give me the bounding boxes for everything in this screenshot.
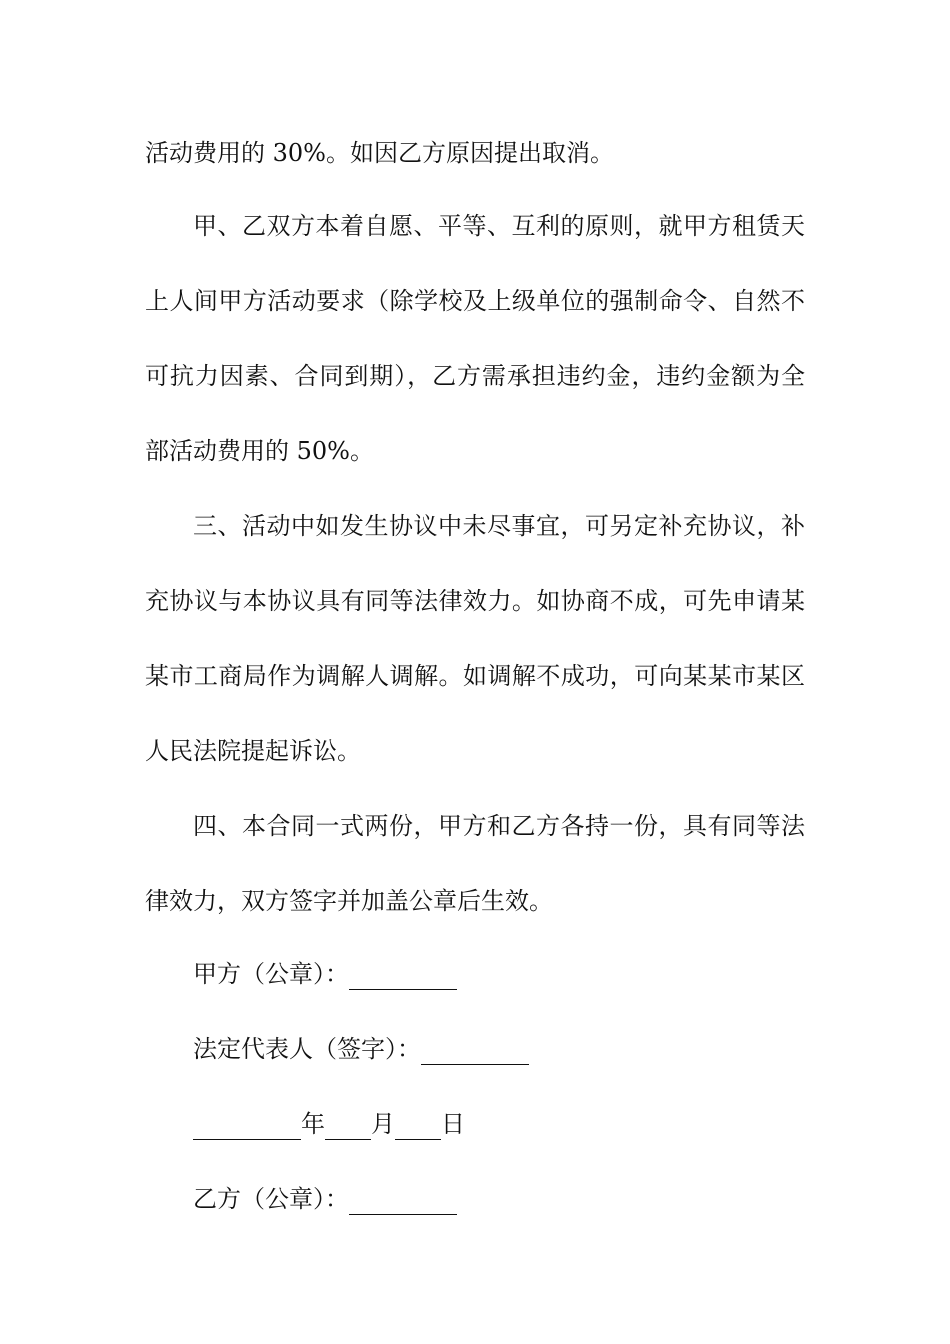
text-line: 部活动费用的 50%。 [145, 437, 374, 465]
text-line: 可抗力因素、合同到期），乙方需承担违约金，违约金额为全 [145, 362, 805, 390]
party-a-seal-blank[interactable] [349, 961, 457, 990]
text-line: 人民法院提起诉讼。 [145, 737, 361, 765]
text-line: 某市工商局作为调解人调解。如调解不成功，可向某某市某区 [145, 662, 805, 690]
party-b-seal-row [193, 1181, 457, 1217]
party-a-seal-label: 甲方（公章）： [193, 960, 349, 988]
text-line: 充协议与本协议具有同等法律效力。如协商不成，可先申请某 [145, 587, 805, 615]
text-line: 律效力，双方签字并加盖公章后生效。 [145, 887, 553, 915]
text-line: 活动费用的 30%。如因乙方原因提出取消。 [145, 139, 614, 167]
date-row [193, 1106, 465, 1142]
date-month-label: 月 [371, 1110, 395, 1138]
party-b-seal-label: 乙方（公章）： [193, 1185, 349, 1213]
date-month-blank[interactable] [325, 1111, 371, 1140]
legal-representative-label: 法定代表人（签字）： [193, 1035, 421, 1063]
date-day-label: 日 [441, 1110, 465, 1138]
date-year-blank[interactable] [193, 1111, 301, 1140]
date-year-label: 年 [301, 1110, 325, 1138]
paragraph-start-line: 三、活动中如发生协议中未尽事宜，可另定补充协议，补 [193, 512, 805, 540]
paragraph-start-line: 四、本合同一式两份，甲方和乙方各持一份，具有同等法 [193, 812, 805, 840]
party-a-seal-row [193, 956, 457, 992]
legal-representative-blank[interactable] [421, 1036, 529, 1065]
date-day-blank[interactable] [395, 1111, 441, 1140]
party-b-seal-blank[interactable] [349, 1186, 457, 1215]
legal-representative-row [193, 1031, 529, 1067]
paragraph-start-line: 甲、乙双方本着自愿、平等、互利的原则，就甲方租赁天 [193, 212, 805, 240]
text-line: 上人间甲方活动要求（除学校及上级单位的强制命令、自然不 [145, 287, 805, 315]
